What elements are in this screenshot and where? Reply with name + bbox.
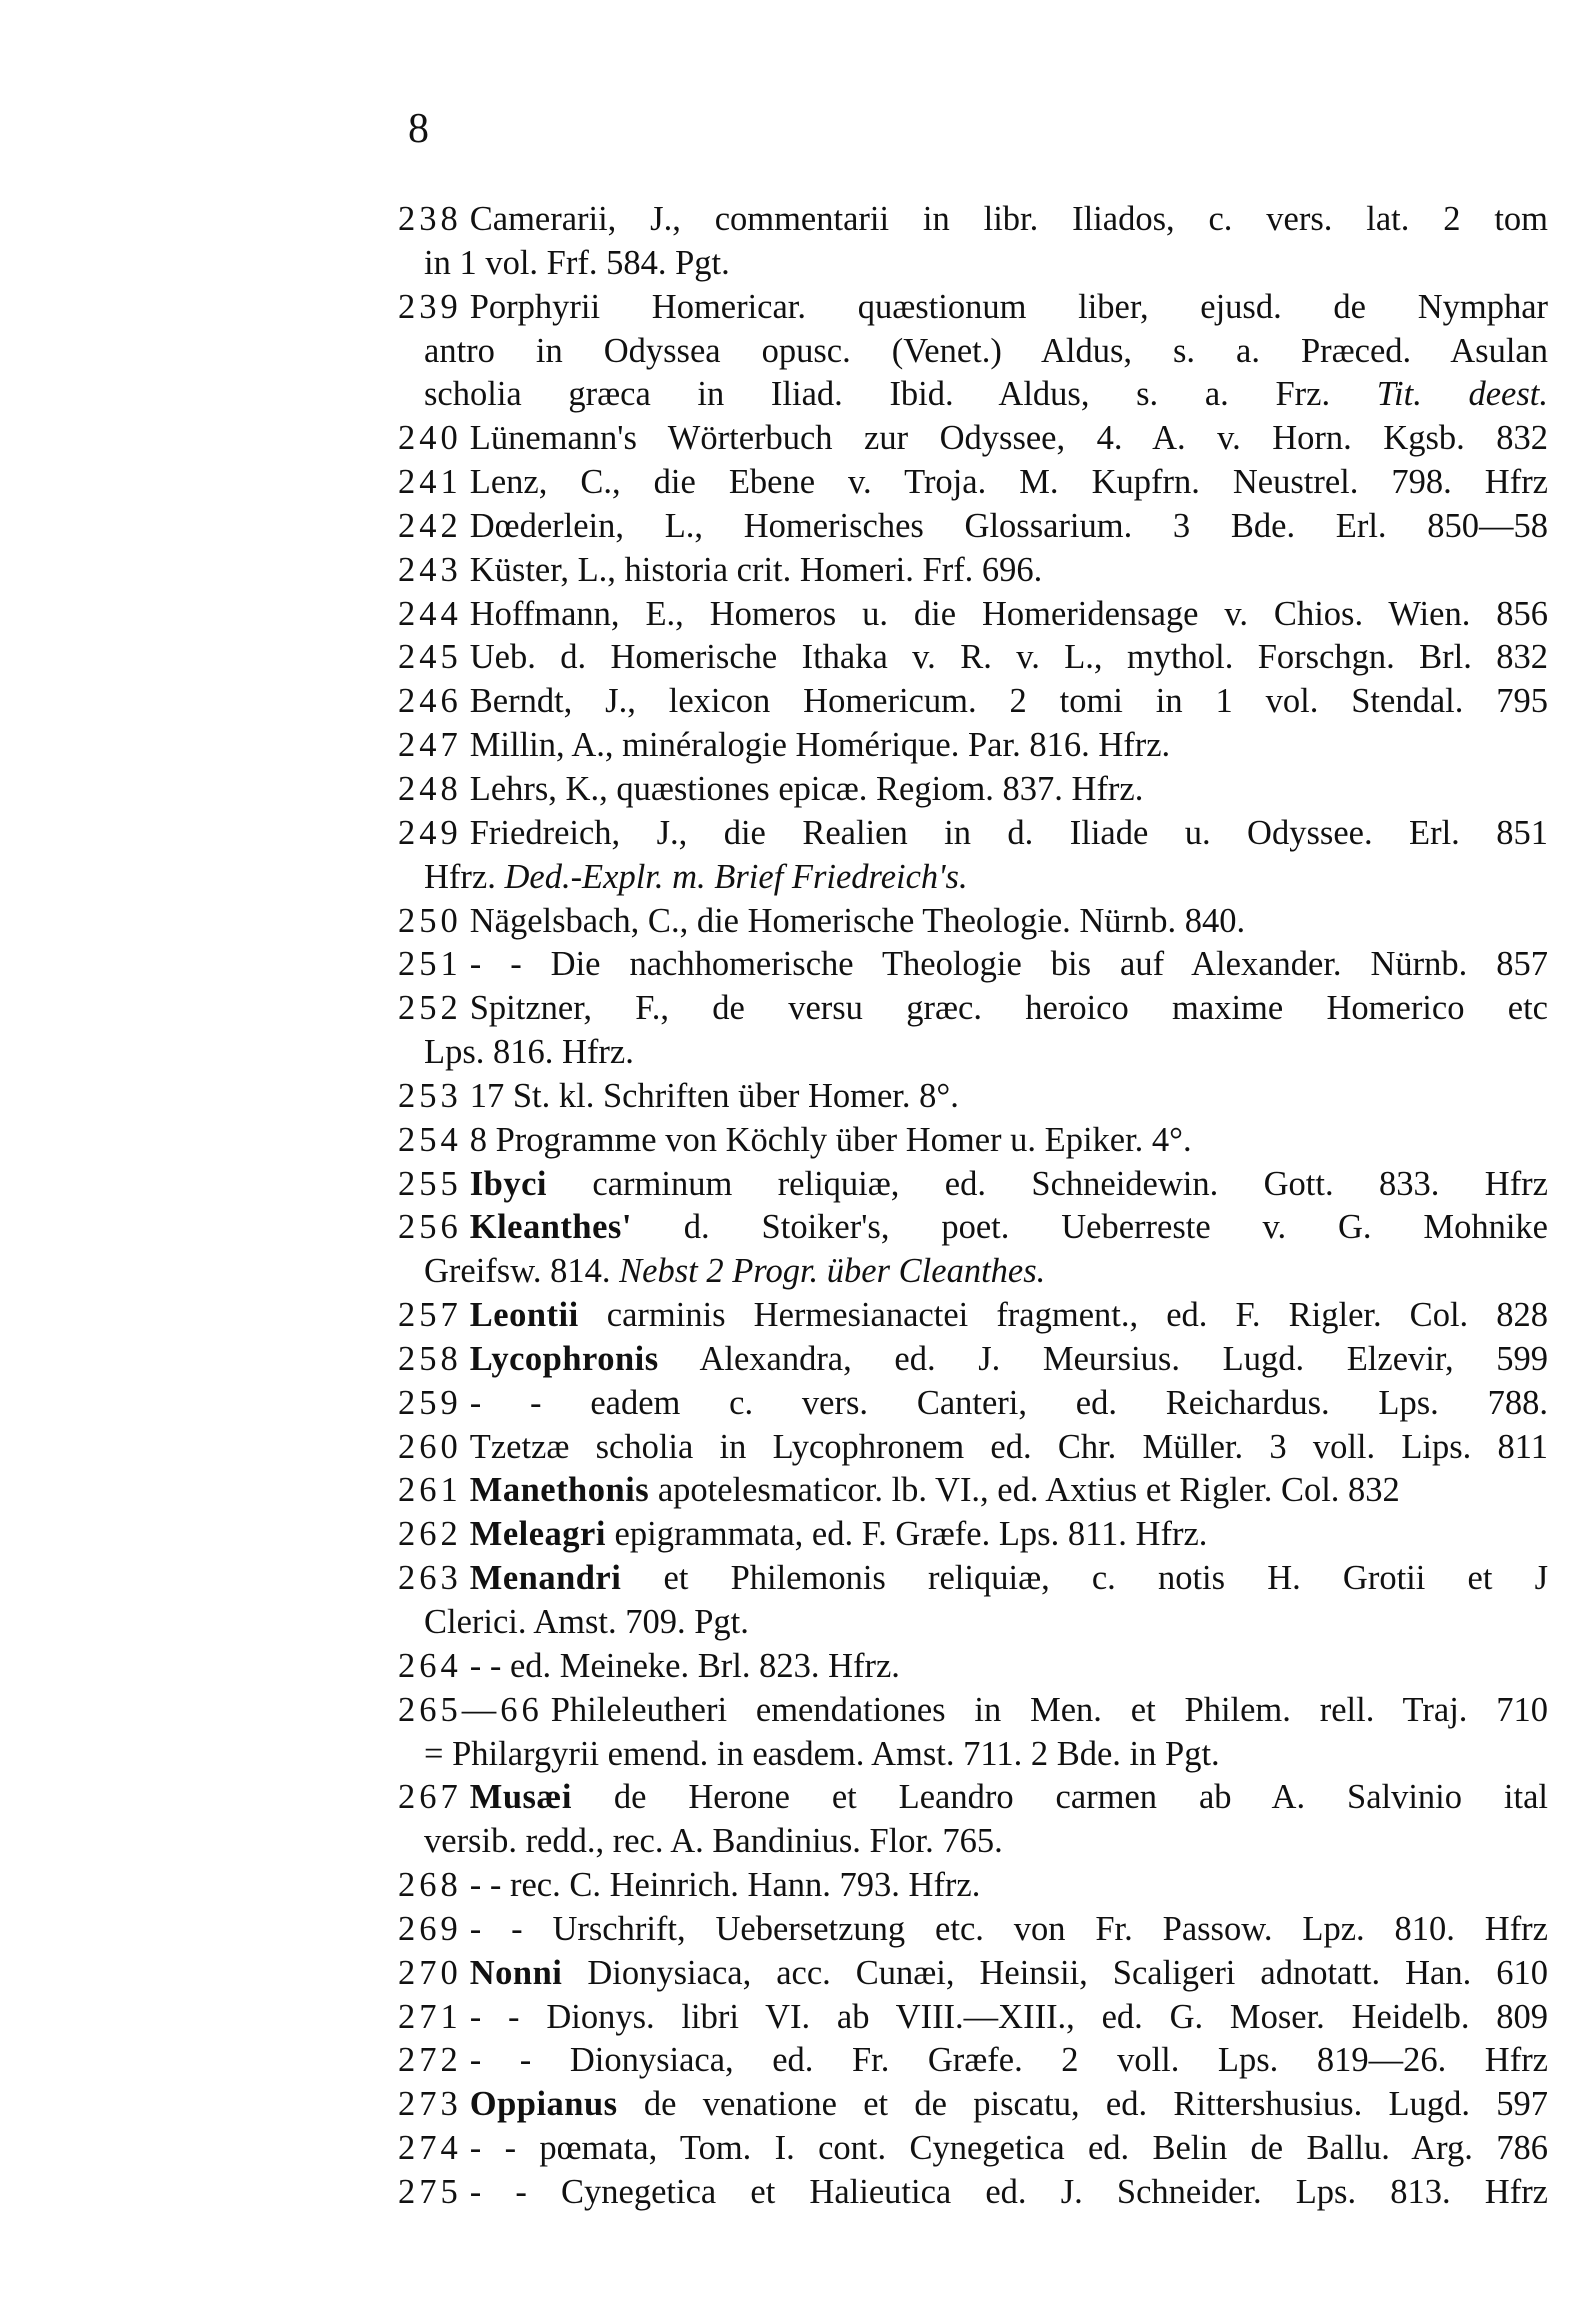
entry-number: 243 [398, 550, 462, 589]
entry-number: 261 [398, 1471, 462, 1510]
entry-text: Dœderlein, L., Homerisches Glossarium. 3 Bde. Erl. 850—58 [469, 506, 1548, 545]
catalog-entry-continuation [398, 1820, 1548, 1864]
entry-text: Phileleutheri emendationes in Men. et Philem. rell. Traj. 710 [550, 1690, 1548, 1729]
entry-text: scholia græca in Iliad. Ibid. Aldus, s. a. Frz. [424, 375, 1331, 414]
catalog-entry [398, 286, 1548, 330]
catalog-entry-continuation [398, 1031, 1548, 1075]
catalog-entry-continuation [398, 1733, 1548, 1777]
entry-headword: Oppianus [469, 2085, 618, 2124]
entry-text: Porphyrii Homericar. quæstionum liber, ejusd. de Nymphar [469, 287, 1548, 326]
entry-number: 257 [398, 1296, 462, 1335]
entry-text: apotelesmaticor. lb. VI., ed. Axtius et Rigler. Col. 832 [657, 1471, 1400, 1510]
entry-text: = Philargyrii emend. in easdem. Amst. 711. 2 Bde. in Pgt. [424, 1734, 1220, 1773]
catalog-entry-continuation [398, 373, 1548, 417]
catalog-entry [398, 2171, 1548, 2215]
entry-number: 245 [398, 638, 462, 677]
entry-number: 259 [398, 1383, 462, 1422]
catalog-entry [398, 1776, 1548, 1820]
catalog-entry [398, 461, 1548, 505]
entry-text: - - Dionys. libri VI. ab VIII.—XIII., ed. G. Moser. Heidelb. 809 [469, 1997, 1548, 2036]
entry-text: de Herone et Leandro carmen ab A. Salvinio ital [613, 1778, 1549, 1817]
catalog-entry [398, 1952, 1548, 1996]
entry-headword: Musæi [469, 1778, 572, 1817]
entry-number: 273 [398, 2085, 462, 2124]
entry-text: Greifsw. 814. [424, 1252, 611, 1291]
entry-number: 269 [398, 1909, 462, 1948]
entry-number: 239 [398, 287, 462, 326]
entry-number: 246 [398, 682, 462, 721]
entry-number: 252 [398, 989, 462, 1028]
entry-number: 265—66 [398, 1690, 543, 1729]
entry-number: 263 [398, 1559, 462, 1598]
entry-text: Clerici. Amst. 709. Pgt. [424, 1603, 749, 1641]
catalog-entry [398, 812, 1548, 856]
catalog-entry [398, 636, 1548, 680]
catalog-entry [398, 1075, 1548, 1119]
entry-text: versib. redd., rec. A. Bandinius. Flor. 765. [424, 1822, 1003, 1861]
catalog-entry-continuation [398, 1601, 1548, 1645]
entry-headword: Ibyci [469, 1164, 548, 1203]
entry-text: - - Cynegetica et Halieutica ed. J. Schneider. Lps. 813. Hfrz [469, 2172, 1548, 2211]
entry-text: - - eadem c. vers. Canteri, ed. Reichardus. Lps. 788. [469, 1383, 1548, 1422]
catalog-entry [398, 1513, 1548, 1557]
catalog-entry [398, 1645, 1548, 1689]
entry-text: carminum reliquiæ, ed. Schneidewin. Gott. 833. Hfrz [592, 1164, 1548, 1203]
entry-number: 270 [398, 1953, 462, 1992]
entry-italic-note: Ded.-Explr. m. Brief Friedreich's. [504, 857, 968, 896]
entry-text: Camerarii, J., commentarii in libr. Iliados, c. vers. lat. 2 tom [469, 200, 1548, 238]
catalog-entry [398, 505, 1548, 549]
entry-text: Hoffmann, E., Homeros u. die Homeridensage v. Chios. Wien. 856 [469, 594, 1548, 633]
entry-text: Spitzner, F., de versu græc. heroico maxime Homerico etc [469, 989, 1548, 1028]
entry-text: - - rec. C. Heinrich. Hann. 793. Hfrz. [469, 1866, 981, 1905]
catalog-entry [398, 593, 1548, 637]
entry-text: 17 St. kl. Schriften über Homer. 8°. [469, 1076, 959, 1115]
catalog-entry-list [398, 198, 1548, 2215]
entry-number: 242 [398, 506, 462, 545]
entry-number: 267 [398, 1778, 462, 1817]
entry-number: 256 [398, 1208, 462, 1247]
entry-headword: Menandri [469, 1559, 622, 1598]
entry-number: 249 [398, 813, 462, 852]
entry-text: - - ed. Meineke. Brl. 823. Hfrz. [469, 1646, 900, 1685]
entry-italic-note: Tit. deest. [1376, 375, 1549, 414]
catalog-entry-continuation [398, 1250, 1548, 1294]
entry-number: 248 [398, 769, 462, 808]
entry-text: - - Urschrift, Uebersetzung etc. von Fr. Passow. Lpz. 810. Hfrz [469, 1909, 1548, 1948]
catalog-entry-continuation [398, 330, 1548, 374]
catalog-entry [398, 1996, 1548, 2040]
catalog-entry [398, 987, 1548, 1031]
entry-italic-note: Nebst 2 Progr. über Cleanthes. [619, 1252, 1046, 1291]
entry-text: Lünemann's Wörterbuch zur Odyssee, 4. A. v. Horn. Kgsb. 832 [469, 419, 1548, 458]
entry-number: 260 [398, 1427, 462, 1466]
entry-headword: Leontii [469, 1296, 579, 1335]
entry-headword: Nonni [469, 1953, 563, 1992]
catalog-entry [398, 900, 1548, 944]
catalog-entry [398, 1206, 1548, 1250]
entry-text: Hfrz. [424, 857, 496, 896]
page-number: 8 [408, 106, 429, 152]
catalog-entry [398, 417, 1548, 461]
catalog-entry [398, 680, 1548, 724]
entry-number: 250 [398, 901, 462, 940]
catalog-entry [398, 2039, 1548, 2083]
catalog-entry [398, 198, 1548, 242]
catalog-entry [398, 1163, 1548, 1207]
entry-text: Ueb. d. Homerische Ithaka v. R. v. L., mythol. Forschgn. Brl. 832 [469, 638, 1548, 677]
entry-text: Alexandra, ed. J. Meursius. Lugd. Elzevir, 599 [699, 1339, 1548, 1378]
entry-text: Millin, A., minéralogie Homérique. Par. 816. Hfrz. [469, 726, 1171, 765]
catalog-entry [398, 1469, 1548, 1513]
entry-text: Lps. 816. Hfrz. [424, 1033, 634, 1072]
catalog-entry [398, 724, 1548, 768]
catalog-entry [398, 768, 1548, 812]
entry-number: 241 [398, 463, 462, 502]
entry-text: Lenz, C., die Ebene v. Troja. M. Kupfrn. Neustrel. 798. Hfrz [469, 463, 1548, 502]
entry-number: 274 [398, 2129, 462, 2168]
catalog-entry [398, 1426, 1548, 1470]
entry-number: 238 [398, 200, 462, 238]
catalog-entry [398, 549, 1548, 593]
catalog-entry [398, 1338, 1548, 1382]
entry-text: Berndt, J., lexicon Homericum. 2 tomi in 1 vol. Stendal. 795 [469, 682, 1548, 721]
entry-headword: Kleanthes' [469, 1208, 632, 1247]
catalog-entry [398, 2083, 1548, 2127]
entry-number: 251 [398, 945, 462, 984]
entry-text: epigrammata, ed. F. Græfe. Lps. 811. Hfrz. [614, 1515, 1208, 1554]
entry-text: Lehrs, K., quæstiones epicæ. Regiom. 837. Hfrz. [469, 769, 1144, 808]
entry-number: 247 [398, 726, 462, 765]
entry-number: 244 [398, 594, 462, 633]
catalog-entry-continuation [398, 242, 1548, 286]
entry-number: 271 [398, 1997, 462, 2036]
entry-text: Dionysiaca, acc. Cunæi, Heinsii, Scaligeri adnotatt. Han. 610 [587, 1953, 1548, 1992]
catalog-entry [398, 2127, 1548, 2171]
entry-text: - - Die nachhomerische Theologie bis auf Alexander. Nürnb. 857 [469, 945, 1548, 984]
entry-text: carminis Hermesianactei fragment., ed. F. Rigler. Col. 828 [606, 1296, 1549, 1335]
entry-text: in 1 vol. Frf. 584. Pgt. [424, 243, 730, 282]
catalog-entry [398, 1864, 1548, 1908]
entry-text: Friedreich, J., die Realien in d. Iliade u. Odyssee. Erl. 851 [469, 813, 1548, 852]
entry-text: d. Stoiker's, poet. Ueberreste v. G. Mohnike [683, 1208, 1548, 1247]
entry-number: 258 [398, 1339, 462, 1378]
entry-text: 8 Programme von Köchly über Homer u. Epiker. 4°. [469, 1120, 1192, 1159]
entry-text: - - Dionysiaca, ed. Fr. Græfe. 2 voll. Lps. 819—26. Hfrz [469, 2041, 1548, 2080]
catalog-entry [398, 1294, 1548, 1338]
entry-number: 262 [398, 1515, 462, 1554]
entry-headword: Meleagri [469, 1515, 606, 1554]
entry-number: 254 [398, 1120, 462, 1159]
entry-text: Küster, L., historia crit. Homeri. Frf. 696. [469, 550, 1043, 589]
entry-headword: Manethonis [469, 1471, 650, 1510]
catalog-entry [398, 1557, 1548, 1601]
entry-text: - - pœmata, Tom. I. cont. Cynegetica ed. Belin de Ballu. Arg. 786 [469, 2129, 1548, 2168]
entry-headword: Lycophronis [469, 1339, 659, 1378]
catalog-entry-continuation [398, 856, 1548, 900]
entry-text: et Philemonis reliquiæ, c. notis H. Grotii et J [663, 1559, 1549, 1598]
entry-number: 268 [398, 1866, 462, 1905]
entry-number: 253 [398, 1076, 462, 1115]
entry-text: antro in Odyssea opusc. (Venet.) Aldus, s. a. Præced. Asulan [424, 331, 1548, 370]
catalog-entry [398, 1382, 1548, 1426]
catalog-entry [398, 1689, 1548, 1733]
entry-number: 275 [398, 2172, 462, 2211]
entry-text: de venatione et de piscatu, ed. Rittershusius. Lugd. 597 [643, 2085, 1548, 2124]
catalog-entry [398, 1908, 1548, 1952]
catalog-entry [398, 1119, 1548, 1163]
entry-text: Nägelsbach, C., die Homerische Theologie. Nürnb. 840. [469, 901, 1246, 940]
entry-number: 240 [398, 419, 462, 458]
entry-text: Tzetzæ scholia in Lycophronem ed. Chr. Müller. 3 voll. Lips. 811 [469, 1427, 1548, 1466]
entry-number: 264 [398, 1646, 462, 1685]
catalog-entry [398, 943, 1548, 987]
entry-number: 272 [398, 2041, 462, 2080]
entry-number: 255 [398, 1164, 462, 1203]
